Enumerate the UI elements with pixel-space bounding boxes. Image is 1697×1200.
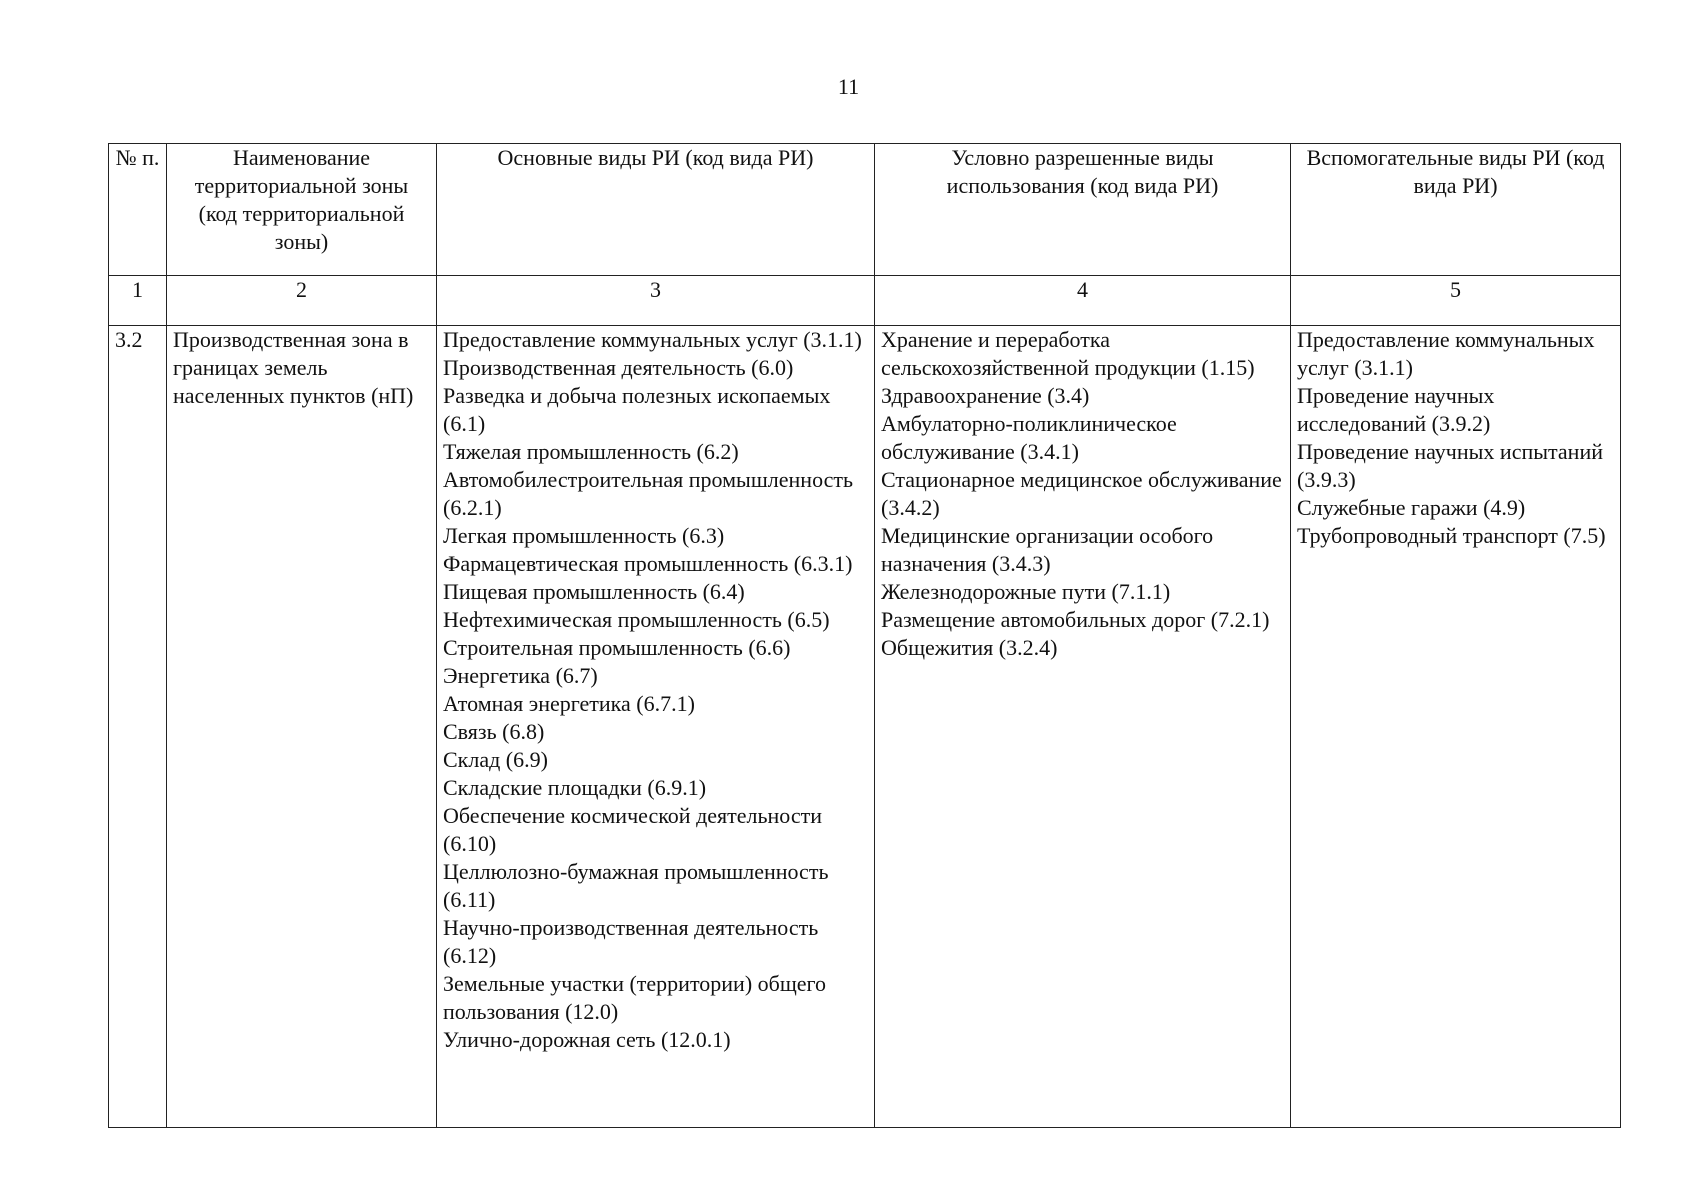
main-use-item: Земельные участки (территории) общего пользования (12.0) [443, 971, 827, 1024]
zoning-table [108, 143, 1621, 1128]
main-use-item: Склад (6.9) [443, 747, 548, 772]
main-use-item: Автомобилестроительная промышленность (6.2.1) [443, 467, 854, 520]
auxiliary-use-item: Трубопроводный транспорт (7.5) [1297, 523, 1606, 548]
main-use-item: Складские площадки (6.9.1) [443, 775, 707, 800]
main-use-item: Улично-дорожная сеть (12.0.1) [443, 1027, 731, 1052]
zone-name-cell: Производственная зона в границах земель населенных пунктов (нП) [167, 326, 437, 1128]
header-auxiliary-uses: Вспомогательные виды РИ (код вида РИ) [1291, 144, 1621, 276]
main-use-item: Обеспечение космической деятельности (6.10) [443, 803, 823, 856]
conditional-use-item: Общежития (3.2.4) [881, 635, 1058, 660]
column-number: 3 [437, 276, 875, 326]
main-use-item: Научно-производственная деятельность (6.12) [443, 915, 819, 968]
conditional-use-item: Хранение и переработка сельскохозяйственной продукции (1.15) [881, 327, 1255, 380]
column-number-row [109, 276, 1621, 326]
main-use-item: Строительная промышленность (6.6) [443, 635, 791, 660]
main-use-item: Пищевая промышленность (6.4) [443, 579, 745, 604]
conditional-use-item: Стационарное медицинское обслуживание (3.4.2) [881, 467, 1282, 520]
main-use-item: Энергетика (6.7) [443, 663, 598, 688]
main-use-item: Нефтехимическая промышленность (6.5) [443, 607, 830, 632]
auxiliary-use-item: Проведение научных испытаний (3.9.3) [1297, 439, 1603, 492]
row-number: 3.2 [109, 326, 167, 1128]
auxiliary-use-item: Предоставление коммунальных услуг (3.1.1) [1297, 327, 1595, 380]
header-main-uses: Основные виды РИ (код вида РИ) [437, 144, 875, 276]
column-number: 4 [875, 276, 1291, 326]
conditional-use-item: Железнодорожные пути (7.1.1) [881, 579, 1171, 604]
column-number: 1 [109, 276, 167, 326]
header-row [109, 144, 1621, 276]
auxiliary-use-item: Служебные гаражи (4.9) [1297, 495, 1526, 520]
header-zone-name: Наименование территориальной зоны (код территориальной зоны) [167, 144, 437, 276]
column-number: 2 [167, 276, 437, 326]
main-use-item: Целлюлозно-бумажная промышленность (6.11) [443, 859, 829, 912]
header-conditional-uses: Условно разрешенные виды использования (код вида РИ) [875, 144, 1291, 276]
header-number: № п. [109, 144, 167, 276]
main-use-item: Легкая промышленность (6.3) [443, 523, 725, 548]
auxiliary-uses-cell [1291, 326, 1621, 1128]
main-use-item: Предоставление коммунальных услуг (3.1.1) [443, 327, 862, 352]
column-number: 5 [1291, 276, 1621, 326]
main-use-item: Атомная энергетика (6.7.1) [443, 691, 695, 716]
conditional-use-item: Размещение автомобильных дорог (7.2.1) [881, 607, 1270, 632]
main-use-item: Связь (6.8) [443, 719, 545, 744]
conditional-use-item: Амбулаторно-поликлиническое обслуживание (3.4.1) [881, 411, 1177, 464]
conditional-use-item: Здравоохранение (3.4) [881, 383, 1090, 408]
auxiliary-use-item: Проведение научных исследований (3.9.2) [1297, 383, 1495, 436]
main-use-item: Тяжелая промышленность (6.2) [443, 439, 739, 464]
main-use-item: Разведка и добыча полезных ископаемых (6.1) [443, 383, 831, 436]
main-uses-cell [437, 326, 875, 1128]
conditional-use-item: Медицинские организации особого назначения (3.4.3) [881, 523, 1214, 576]
page-number: 11 [837, 74, 860, 99]
main-use-item: Производственная деятельность (6.0) [443, 355, 794, 380]
table-row [109, 326, 1621, 1128]
conditional-uses-cell [875, 326, 1291, 1128]
main-use-item: Фармацевтическая промышленность (6.3.1) [443, 551, 853, 576]
